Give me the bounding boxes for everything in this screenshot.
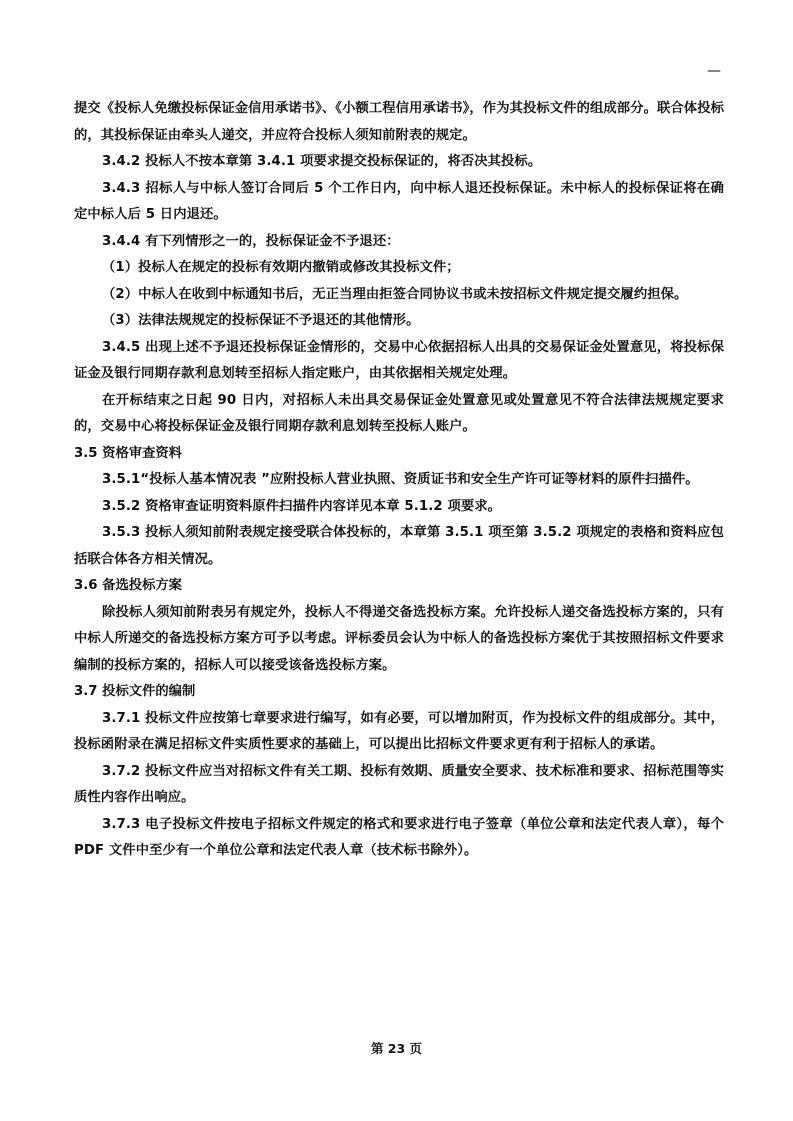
paragraph-3-4-4: 3.4.4 有下列情形之一的，投标保证金不予退还： bbox=[102, 233, 400, 249]
paragraph-3-4-2: 3.4.2 投标人不按本章第 3.4.1 项要求提交投标保证的，将否决其投标。 bbox=[102, 154, 542, 169]
paragraph-3-6-body: 除投标人须知前附表另有规定外，投标人不得递交备选投标方案。允许投标人递交备选投标方案的，只有中标人所递交的备选投标方案方可予以考虑。评标委员会认为中标人的备选投标方案优于其按照招标文件要求编制的投标方案的，招标人可以接受该备选投标方案。 bbox=[74, 604, 724, 673]
top-dash-mark: — bbox=[707, 63, 721, 79]
list-item-2: （2）中标人在收到中标通知书后，无正当理由拒签合同协议书或未按招标文件规定提交履约担保。 bbox=[102, 286, 688, 302]
paragraph-3-7-3: 3.7.3 电子投标文件按电子招标文件规定的格式和要求进行电子签章（单位公章和法定代表人章），每个 PDF 文件中至少有一个单位公章和法定代表人章（技术标书除外）。 bbox=[74, 816, 724, 858]
paragraph-3-5-1: 3.5.1“投标人基本情况表 ”应附投标人营业执照、资质证书和安全生产许可证等材料的原件扫描件。 bbox=[102, 472, 699, 487]
list-item-1: （1）投标人在规定的投标有效期内撤销或修改其投标文件； bbox=[102, 260, 460, 275]
page-number: 第 23 页 bbox=[370, 1041, 423, 1056]
section-heading-3-5: 3.5 资格审查资料 bbox=[74, 445, 182, 461]
document-body bbox=[74, 96, 724, 865]
paragraph-3-4-3: 3.4.3 招标人与中标人签订合同后 5 个工作日内，向中标人退还投标保证。未中标人的投标保证将在确定中标人后 5 日内退还。 bbox=[74, 180, 724, 222]
paragraph-90-days: 在开标结束之日起 90 日内，对招标人未出具交易保证金处置意见或处置意见不符合法律法规规定要求的，交易中心将投标保证金及银行同期存款利息划转至投标人账户。 bbox=[74, 392, 724, 434]
paragraph-3-7-1: 3.7.1 投标文件应按第七章要求进行编写，如有必要，可以增加附页，作为投标文件的组成部分。其中，投标函附录在满足招标文件实质性要求的基础上，可以提出比招标文件要求更有利于招标人的承诺。 bbox=[74, 710, 724, 752]
section-heading-3-6: 3.6 备选投标方案 bbox=[74, 578, 182, 593]
paragraph-guarantee-commitment: 提交《投标人免缴投标保证金信用承诺书》、《小额工程信用承诺书》，作为其投标文件的组成部分。联合体投标的，其投标保证由牵头人递交，并应符合投标人须知前附表的规定。 bbox=[74, 101, 724, 143]
paragraph-3-7-2: 3.7.2 投标文件应当对招标文件有关工期、投标有效期、质量安全要求、技术标准和要求、招标范围等实质性内容作出响应。 bbox=[74, 763, 724, 805]
paragraph-3-5-2: 3.5.2 资格审查证明资料原件扫描件内容详见本章 5.1.2 项要求。 bbox=[102, 498, 502, 514]
paragraph-3-4-5: 3.4.5 出现上述不予退还投标保证金情形的，交易中心依据招标人出具的交易保证金处置意见，将投标保证金及银行同期存款利息划转至招标人指定账户，由其依据相关规定处理。 bbox=[74, 339, 724, 381]
section-heading-3-7: 3.7 投标文件的编制 bbox=[74, 684, 196, 699]
paragraph-3-5-3: 3.5.3 投标人须知前附表规定接受联合体投标的，本章第 3.5.1 项至第 3.5.2 项规定的表格和资料应包括联合体各方相关情况。 bbox=[74, 525, 724, 567]
list-item-3: （3）法律法规规定的投标保证不予退还的其他情形。 bbox=[102, 313, 420, 328]
